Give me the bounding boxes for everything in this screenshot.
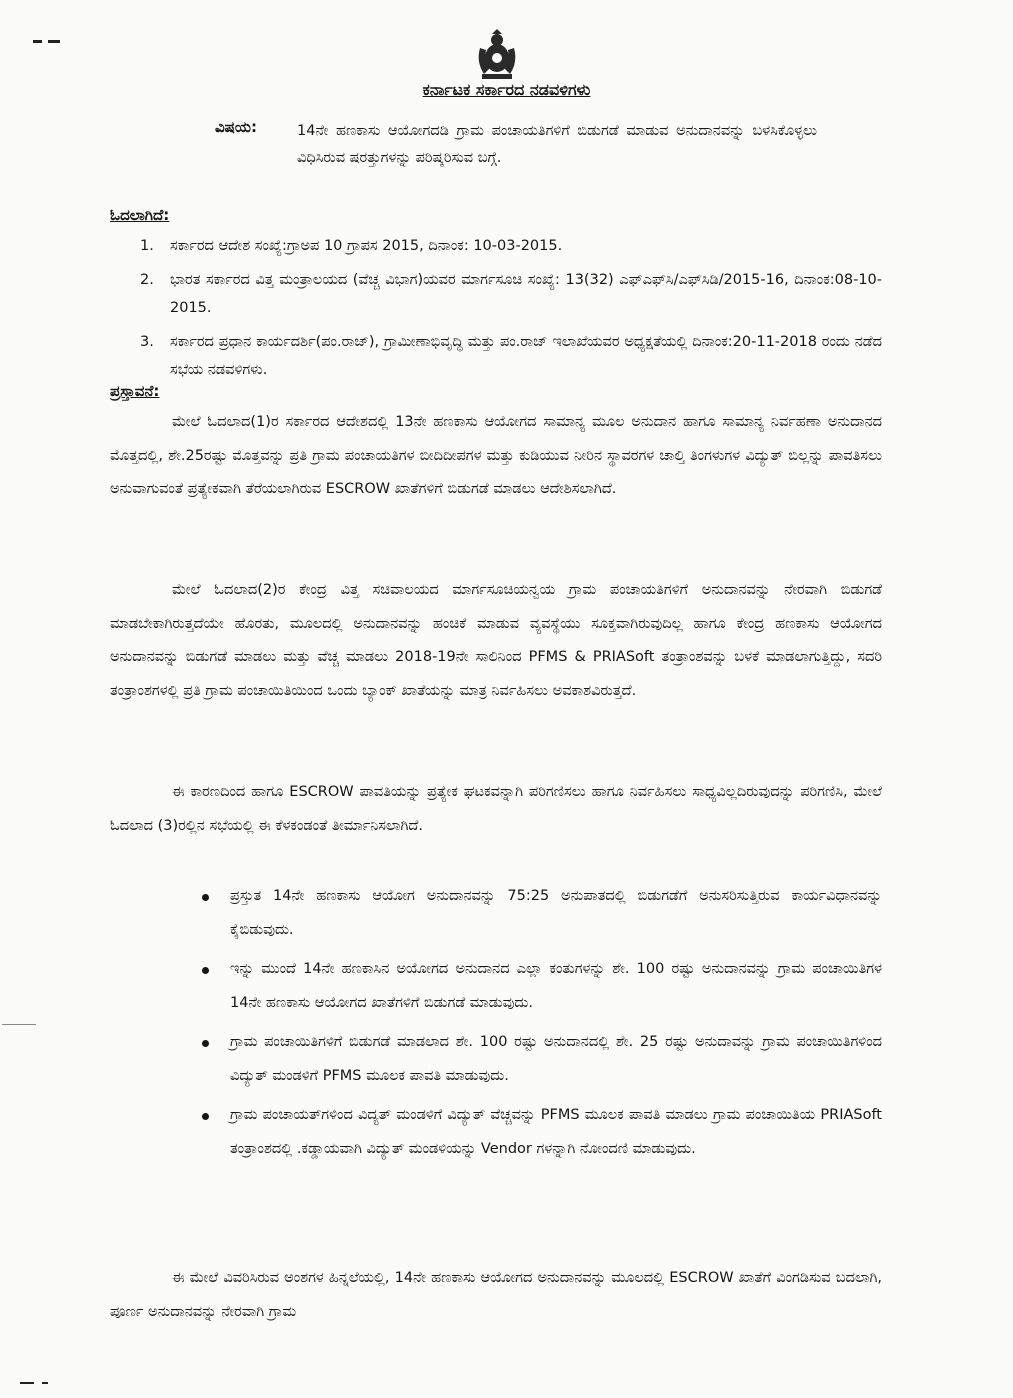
reference-number: 3.: [140, 334, 154, 350]
reference-number: 2.: [140, 272, 154, 288]
reference-text: ಭಾರತ ಸರ್ಕಾರದ ವಿತ್ತ ಮಂತ್ರಾಲಯದ (ವೆಚ್ಚ ವಿಭಾಗ)ಯವರ ಮಾರ್ಗಸೂಚಿ ಸಂಖ್ಯೆ: 13(32) ಎಫ್‌ಎಫ್‌ಸಿ/ಎಫ್‌ಸಿಡಿ/2015-16, ದಿನಾಂಕ:08-10-2015.: [170, 272, 882, 316]
decision-item: [200, 1099, 882, 1166]
references-list: [110, 232, 882, 390]
subject-label: ವಿಷಯ:: [215, 118, 257, 136]
scan-mark: [48, 40, 60, 43]
bullet-icon: [202, 1113, 209, 1120]
decision-list: [200, 880, 882, 1172]
scan-mark: [20, 1382, 34, 1384]
bullet-icon: [202, 1040, 209, 1047]
decision-item: [200, 1026, 882, 1093]
karnataka-emblem-icon: [472, 28, 522, 82]
scan-mark: [33, 40, 42, 43]
reference-text: ಸರ್ಕಾರದ ಆದೇಶ ಸಂಖ್ಯೆ:ಗ್ರಾಅಪ 10 ಗ್ರಾಪಸ 2015, ದಿನಾಂಕ: 10-03-2015.: [170, 238, 563, 254]
decision-text: ಪ್ರಸ್ತುತ 14ನೇ ಹಣಕಾಸು ಆಯೋಗ ಅನುದಾನವನ್ನು 75:25 ಅನುಪಾತದಲ್ಲಿ ಬಿಡುಗಡೆಗೆ ಅನುಸರಿಸುತ್ತಿರುವ ಕಾರ್ಯವಿಧಾನವನ್ನು ಕೈಬಿಡುವುದು.: [230, 888, 882, 938]
preamble-paragraph: ಮೇಲೆ ಓದಲಾದ(1)ರ ಸರ್ಕಾರದ ಆದೇಶದಲ್ಲಿ 13ನೇ ಹಣಕಾಸು ಆಯೋಗದ ಸಾಮಾನ್ಯ ಮೂಲ ಅನುದಾನ ಹಾಗೂ ಸಾಮಾನ್ಯ ನಿರ್ವಹಣಾ ಅನುದಾನದ ಮೊತ್ತದಲ್ಲಿ, ಶೇ.25ರಷ್ಟು ಮೊತ್ತವನ್ನು ಪ್ರತಿ ಗ್ರಾಮ ಪಂಚಾಯತಿಗಳ ಬೀದಿದೀಪಗಳ ಮತ್ತು ಕುಡಿಯುವ ನೀರಿನ ಸ್ಥಾವರಗಳ ಚಾಲ್ತಿ ತಿಂಗಳುಗಳ ವಿದ್ಯುತ್ ಬಿಲ್ಲನ್ನು ಪಾವತಿಸಲು ಅನುವಾಗುವಂತೆ ಪ್ರತ್ಯೇಕವಾಗಿ ತೆರೆಯಲಾಗಿರುವ ESCROW ಖಾತೆಗಳಿಗೆ ಬಿಡುಗಡೆ ಮಾಡಲು ಆದೇಶಿಸಲಾಗಿದೆ.: [110, 414, 882, 497]
decision-text: ಗ್ರಾಮ ಪಂಚಾಯಿತಿಗಳಿಗೆ ಬಿಡುಗಡೆ ಮಾಡಲಾದ ಶೇ. 100 ರಷ್ಟು ಅನುದಾನದಲ್ಲಿ ಶೇ. 25 ರಷ್ಟು ಅನುದಾವನ್ನು ಗ್ರಾಮ ಪಂಚಾಯಿತಿಗಳಿಂದ ವಿದ್ಯುತ್ ಮಂಡಳಿಗೆ PFMS ಮೂಲಕ ಪಾವತಿ ಮಾಡುವುದು.: [230, 1034, 882, 1084]
subject-text: 14ನೇ ಹಣಕಾಸು ಆಯೋಗದಡಿ ಗ್ರಾಮ ಪಂಚಾಯತಿಗಳಿಗೆ ಬಿಡುಗಡೆ ಮಾಡುವ ಅನುದಾನವನ್ನು ಬಳಸಿಕೊಳ್ಳಲು ವಿಧಿಸಿರುವ ಷರತ್ತುಗಳನ್ನು ಪರಿಷ್ಕರಿಸುವ ಬಗ್ಗೆ.: [297, 123, 817, 166]
decision-text: ಇನ್ನು ಮುಂದೆ 14ನೇ ಹಣಕಾಸಿನ ಅಯೋಗದ ಅನುದಾನದ ಎಲ್ಲಾ ಕಂತುಗಳನ್ನು ಶೇ. 100 ರಷ್ಟು ಅನುದಾನವನ್ನು ಗ್ರಾಮ ಪಂಚಾಯಿತಿಗಳ 14ನೇ ಹಣಕಾಸು ಆಯೋಗದ ಖಾತೆಗಳಿಗೆ ಬಿಡುಗಡೆ ಮಾಡುವುದು.: [230, 961, 882, 1011]
reference-item: [110, 266, 882, 322]
bullet-icon: [202, 894, 209, 901]
preamble-paragraph: ಮೇಲೆ ಓದಲಾದ(2)ರ ಕೇಂದ್ರ ವಿತ್ತ ಸಚಿವಾಲಯದ ಮಾರ್ಗಸೂಚಿಯನ್ವಯ ಗ್ರಾಮ ಪಂಚಾಯತಿಗಳಿಗೆ ಅನುದಾನವನ್ನು ನೇರವಾಗಿ ಬಿಡುಗಡೆ ಮಾಡಬೇಕಾಗಿರುತ್ತದೆಯೇ ಹೊರತು, ಮೂಲದಲ್ಲಿ ಅನುದಾನವನ್ನು ಹಂಚಿಕೆ ಮಾಡುವ ವ್ಯವಸ್ಥೆಯು ಸೂಕ್ತವಾಗಿರುವುದಿಲ್ಲ ಹಾಗೂ ಕೇಂದ್ರ ಹಣಕಾಸು ಆಯೋಗದ ಅನುದಾನವನ್ನು ಬಿಡುಗಡೆ ಮಾಡಲು ಮತ್ತು ವೆಚ್ಚ ಮಾಡಲು 2018-19ನೇ ಸಾಲಿನಿಂದ PFMS & PRIASoft ತಂತ್ರಾಂಶವನ್ನು ಬಳಕೆ ಮಾಡಲಾಗುತ್ತಿದ್ದು, ಸದರಿ ತಂತ್ರಾಂಶಗಳಲ್ಲಿ ಪ್ರತಿ ಗ್ರಾಮ ಪಂಚಾಯಿತಿಯಿಂದ ಒಂದು ಬ್ಯಾಂಕ್ ಖಾತೆಯನ್ನು ಮಾತ್ರ ನಿರ್ವಹಿಸಲು ಅವಕಾಶವಿರುತ್ತದೆ.: [110, 582, 882, 699]
preamble-heading: ಪ್ರಸ್ತಾವನೆ:: [110, 382, 160, 400]
bullet-icon: [202, 967, 209, 974]
reference-number: 1.: [140, 238, 154, 254]
references-heading: ಓದಲಾಗಿದೆ:: [110, 206, 170, 224]
reference-text: ಸರ್ಕಾರದ ಪ್ರಧಾನ ಕಾರ್ಯದರ್ಶಿ(ಪಂ.ರಾಜ್), ಗ್ರಾಮೀಣಾಭಿವೃದ್ಧಿ ಮತ್ತು ಪಂ.ರಾಜ್ ಇಲಾಖೆಯವರ ಅಧ್ಯಕ್ಷತೆಯಲ್ಲಿ ದಿನಾಂಕ:20-11-2018 ರಂದು ನಡೆದ ಸಭೆಯ ನಡವಳಿಗಳು.: [170, 334, 882, 378]
scan-mark: [42, 1382, 48, 1384]
scan-mark: [2, 1024, 36, 1025]
decision-text: ಗ್ರಾಮ ಪಂಚಾಯತ್‌ಗಳಿಂದ ವಿದ್ಯತ್ ಮಂಡಳಿಗೆ ವಿದ್ಯುತ್ ವೆಚ್ಚವನ್ನು PFMS ಮೂಲಕ ಪಾವತಿ ಮಾಡಲು ಗ್ರಾಮ ಪಂಚಾಯಿತಿಯ PRIASoft ತಂತ್ರಾಂಶದಲ್ಲಿ .ಕಡ್ಡಾಯವಾಗಿ ವಿದ್ಯುತ್ ಮಂಡಳಿಯನ್ನು Vendor ಗಳನ್ನಾಗಿ ನೋಂದಣಿ ಮಾಡುವುದು.: [230, 1107, 882, 1157]
document-title: ಕರ್ನಾಟಕ ಸರ್ಕಾರದ ನಡವಳಿಗಳು: [422, 80, 591, 99]
closing-paragraph: ಈ ಮೇಲೆ ವಿವರಿಸಿರುವ ಅಂಶಗಳ ಹಿನ್ನಲೆಯಲ್ಲಿ, 14ನೇ ಹಣಕಾಸು ಆಯೋಗದ ಅನುದಾನವನ್ನು ಮೂಲದಲ್ಲಿ ESCROW ಖಾತೆಗೆ ವಿಂಗಡಿಸುವ ಬದಲಾಗಿ, ಪೂರ್ಣ ಅನುದಾನವನ್ನು ನೇರವಾಗಿ ಗ್ರಾಮ: [110, 1270, 882, 1320]
decision-item: [200, 953, 882, 1020]
reference-item: [110, 328, 882, 384]
decision-item: [200, 880, 882, 947]
reference-item: [110, 232, 882, 260]
preamble-paragraph: ಈ ಕಾರಣದಿಂದ ಹಾಗೂ ESCROW ಪಾವತಿಯನ್ನು ಪ್ರತ್ಯೇಕ ಘಟಕವನ್ನಾಗಿ ಪರಿಗಣಿಸಲು ಹಾಗೂ ನಿರ್ವಹಿಸಲು ಸಾಧ್ಯವಿಲ್ಲದಿರುವುದನ್ನು ಪರಿಗಣಿಸಿ, ಮೇಲೆ ಓದಲಾದ (3)ರಲ್ಲಿನ ಸಭೆಯಲ್ಲಿ ಈ ಕೆಳಕಂಡಂತೆ ತೀರ್ಮಾನಿಸಲಾಗಿದೆ.: [110, 784, 882, 834]
